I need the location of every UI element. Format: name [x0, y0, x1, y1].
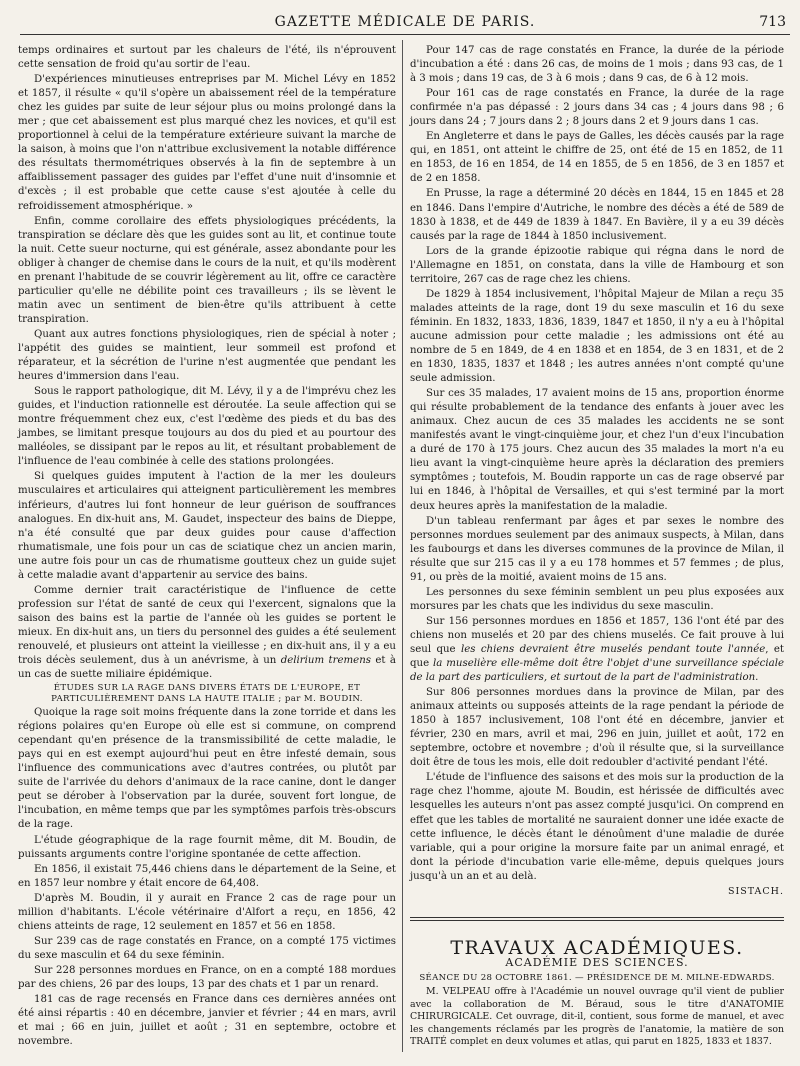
page-number: 713 — [759, 14, 786, 30]
paragraph: En 1856, il existait 75,446 chiens dans le département de la Seine, et en 1857 leur nombre y était encore de 64,408. — [18, 863, 396, 889]
left-column — [18, 44, 396, 1050]
paragraph: Sur 228 personnes mordues en France, on en a compté 188 mordues par des chiens, 26 par des loups, 13 par des chats et 1 par un renard. — [18, 964, 396, 990]
paragraph: 181 cas de rage recensés en France dans ces dernières années ont été ainsi répartis : 40 en décembre, janvier et février ; 44 en mars, avril et mai ; 66 en juin, juillet et août ; 31 en septembre, octobre et novembre. — [18, 994, 396, 1048]
paragraph: Pour 161 cas de rage constatés en France, la durée de la rage confirmée n'a pas dépassé : 2 jours dans 34 cas ; 4 jours dans 98 ; 6 jours dans 24 ; 7 jours dans 2 ; 8 jours dans 2 et 9 jours dans 1 cas. — [410, 88, 784, 128]
paragraph: L'étude de l'influence des saisons et des mois sur la production de la rage chez l'homme, ajoute M. Boudin, est hérissée de difficultés avec lesquelles les auteurs n'ont pas assez compté jusqu'ici. On comprend en effet que les tables de mortalité ne sauraient donner une idée exacte de cette influence, le décès étant le dénoûment d'une maladie de durée variable, qui a pour origine la morsure faite par un animal enragé, et dont la période d'incubation varie elle-même, depuis quelques jours jusqu'à un an et au delà. — [410, 772, 784, 882]
paragraph: Sur 239 cas de rage constatés en France, on a compté 175 victimes du sexe masculin et 64 du sexe féminin. — [18, 935, 396, 961]
paragraph: Sur ces 35 malades, 17 avaient moins de 15 ans, proportion énorme qui résulte probablement de la tendance des enfants à jouer avec les animaux. Chez aucun de ces 35 malades les accidents ne se sont manifestés avant le vingt-cinquième jour, et chez l'un d'eux l'incubation a duré de 170 à 175 jours. Chez aucun des 35 malades la mort n'a eu lieu avant la vingt-cinquième heure après la déclaration des premiers symptômes ; toutefois, M. Boudin rapporte un cas de rage observé par lui en 1846, à l'hôpital de Versailles, et qui s'est terminé par la mort deux heures après la manifestation de la maladie. — [410, 388, 784, 512]
paragraph: D'après M. Boudin, il y aurait en France 2 cas de rage pour un million d'habitants. L'école vétérinaire d'Alfort a reçu, en 1856, 42 chiens atteints de rage, 12 seulement en 1857 et 56 en 1858. — [18, 892, 396, 932]
text-run: . Cet ouvrage, dit-il, contient, sous forme de manuel, et avec les changements réclamés par les progrès de l'anatomie, la matière de son TRAITÉ complet en deux volumes et atlas, qui parut en 1825, 1833 et 1837. — [410, 1011, 784, 1048]
paragraph: En Prusse, la rage a déterminé 20 décès en 1844, 15 en 1845 et 28 en 1846. Dans l'empire d'Autriche, le nombre des décès a été de 589 de 1830 à 1838, et de 449 de 1839 à 1847. En Bavière, il y a eu 39 décès causés par la rage de 1844 à 1850 inclusivement. — [410, 188, 784, 242]
italic-text: les chiens devraient être muselés pendant toute l'année — [460, 643, 766, 655]
paragraph: Quant aux autres fonctions physiologiques, rien de spécial à noter ; l'appétit des guides se maintient, leur sommeil est profond et réparateur, et la sécrétion de l'urine n'est augmentée que pendant les heures d'immersion dans l'eau. — [18, 328, 396, 383]
paragraph: Enfin, comme corollaire des effets physiologiques précédents, la transpiration se déclare dès que les guides sont au lit, et continue toute la nuit. Cette sueur nocturne, qui est générale, assez abondante pour les obliger à changer de chemise dans le cours de la nuit, et qu'ils modèrent en prenant l'habitude de se couvrir légèrement au lit, offre ce caractère particulier qu'elle ne débilite point ces travailleurs ; ils se lèvent le matin avec un sentiment de bien-être qu'ils attribuent à cette transpiration. — [18, 215, 396, 325]
paragraph: De 1829 à 1854 inclusivement, l'hôpital Majeur de Milan a reçu 35 malades atteints de la rage, dont 19 du sexe masculin et 16 du sexe féminin. En 1832, 1833, 1836, 1839, 1847 et 1850, il n'y a eu à l'hôpital aucune admission pour cette maladie ; les admissions ont été au nombre de 5 en 1849, de 4 en 1838 et en 1854, de 3 en 1831, et de 2 en 1830, 1835, 1837 et 1848 ; les autres années n'ont compté qu'une seule admission. — [410, 288, 784, 385]
paragraph — [410, 615, 784, 685]
session-line: SÉANCE DU 28 OCTOBRE 1861. — PRÉSIDENCE DE M. MILNE-EDWARDS. — [419, 972, 775, 983]
text-run: Sur 156 personnes mordues en 1856 et 1857, 136 l'ont été par des chiens non muselés et 20 par des chiens muselés. Ce fait prouve à lui seul que — [410, 615, 784, 655]
italic-term: delirium tremens — [280, 655, 371, 667]
section-rule — [410, 917, 784, 921]
paragraph — [410, 986, 784, 1049]
paragraph: Sous le rapport pathologique, dit M. Lévy, il y a de l'imprévu chez les guides, et l'induction rationnelle est déroutée. La seule affection qui se montre fréquemment chez eux, c'est l'œdème des pieds et du bas des jambes, se limitant presque toujours au dos du pied et au pourtour des malléoles, se dissipant par le repos au lit, et résultant probablement de l'influence de l'eau combinée à celle des stations prolongées. — [18, 386, 396, 468]
paragraph: En Angleterre et dans le pays de Galles, les décès causés par la rage qui, en 1851, ont atteint le chiffre de 25, ont été de 15 en 1852, de 11 en 1853, de 16 en 1854, de 14 en 1855, de 5 en 1856, de 3 en 1857 et de 2 en 1858. — [410, 131, 784, 185]
paragraph: D'un tableau renfermant par âges et par sexes le nombre des personnes mordues seulement par des animaux suspects, à Milan, dans les faubourgs et dans les diverses communes de la province de Milan, il résulte que sur 215 cas il y a eu 178 hommes et 57 femmes ; de plus, 91, ou près de la moitié, avaient moins de 15 ans. — [410, 515, 784, 583]
text-run: et à un cas de suette miliaire épidémique. — [18, 655, 396, 681]
journal-title: GAZETTE MÉDICALE DE PARIS. — [274, 14, 536, 30]
text-run: M. VELPEAU offre à l'Académie un nouvel ouvrage qu'il vient de publier avec la collaboration de M. Béraud, sous le titre d' — [410, 985, 784, 1010]
paragraph: L'étude géographique de la rage fournit même, dit M. Boudin, de puissants arguments contre l'origine spontanée de cette affection. — [18, 834, 396, 860]
paragraph: Si quelques guides imputent à l'action de la mer les douleurs musculaires et articulaires qui atteignent particulièrement les membres inférieurs, d'autres lui font honneur de leur guérison de souffrances analogues. En dix-huit ans, M. Gaudet, inspecteur des bains de Dieppe, n'a été consulté que par deux guides pour cause d'affection rhumatismale, une fois pour un cas de sciatique chez un ancien marin, une autre fois pour un cas de rhumatisme goutteux chez un guide sujet à cette maladie avant d'appartenir au service des bains. — [18, 471, 396, 581]
book-title: ANATOMIE CHIRURGICALE — [410, 998, 784, 1023]
page-header — [20, 14, 790, 35]
author-signature: SISTACH. — [727, 885, 784, 897]
paragraph: temps ordinaires et surtout par les chaleurs de l'été, ils n'éprouvent cette sensation de froid qu'au sortir de l'eau. — [18, 45, 396, 71]
paragraph: Lors de la grande épizootie rabique qui régna dans le nord de l'Allemagne en 1851, on constata, dans la ville de Hambourg et son territoire, 267 cas de rage chez les chiens. — [410, 245, 784, 285]
paragraph: Quoique la rage soit moins fréquente dans la zone torride et dans les régions polaires qu'en Europe où elle est si commune, on comprend cependant qu'en présence de la transmissibilité de cette maladie, le pays qui en est exempt aujourd'hui peut en être infesté demain, sous l'influence des communications avec d'autres contrées, ou plutôt par suite de l'arrivée du dehors d'animaux de la race canine, dont le danger peut se dérober à l'observation par la durée, souvent fort longue, de l'incubation, en même temps que par les symptômes parfois très-obscurs de la rage. — [18, 707, 396, 831]
right-column — [410, 44, 784, 1050]
italic-text: la muselière elle-même doit être l'objet d'une surveillance spéciale de la part des particuliers, et surtout de la part de l'administration. — [410, 658, 784, 684]
column-divider — [402, 40, 403, 1052]
paragraph: Sur 806 personnes mordues dans la province de Milan, par des animaux atteints ou supposés atteints de la rage pendant la période de 1850 à 1857 inclusivement, 108 l'ont été en décembre, janvier et février, 230 en mars, avril et mai, 296 en juin, juillet et août, 172 en septembre, octobre et novembre ; d'où il résulte que, si la surveillance doit être de tous les mois, elle doit redoubler d'activité pendant l'été. — [410, 687, 784, 769]
section-heading: TRAVAUX ACADÉMIQUES. — [450, 936, 744, 959]
paragraph — [18, 584, 396, 682]
subsection-heading: ACADÉMIE DES SCIENCES. — [505, 955, 689, 969]
session-report — [410, 986, 784, 1049]
text-run: Comme dernier trait caractéristique de l'influence de cette profession sur l'état de santé de ceux qui l'exercent, signalons que la saison des bains est la partie de l'année où les guides se portent le mieux. En dix-huit ans, un tiers du personnel des guides a été seulement renouvelé, et plusieurs ont atteint la vieillesse ; en dix-huit ans, il y a eu trois décès seulement, dus à un anévrisme, à un — [18, 584, 396, 667]
paragraph: Pour 147 cas de rage constatés en France, la durée de la période d'incubation a été : dans 26 cas, de moins de 1 mois ; dans 93 cas, de 1 à 3 mois ; dans 19 cas, de 3 à 6 mois ; dans 9 cas, de 6 à 12 mois. — [410, 45, 784, 85]
article-title: ÉTUDES SUR LA RAGE DANS DIVERS ÉTATS DE L'EUROPE, ET PARTICULIÈREMENT DANS LA HAUTE ITALIE ; par M. BOUDIN. — [51, 683, 363, 705]
text-run: , et que — [410, 643, 784, 670]
paragraph: D'expériences minutieuses entreprises par M. Michel Lévy en 1852 et 1857, il résulte « qu'il s'opère un abaissement réel de la température chez les guides par suite de leur séjour plus ou moins prolongé dans la mer ; que cet abaissement est plus marqué chez les novices, et qu'il est proportionnel à celui de la température extérieure suivant la marche de la saison, à moins que l'on n'attribue exclusivement la notable différence des résultats thermométriques observés à la fin de septembre à un affaiblissement passager des guides par l'effet d'une nuit d'insomnie et d'excès ; il est probable que cette cause s'est ajoutée à celle du refroidissement atmosphérique. » — [18, 74, 396, 212]
paragraph: Les personnes du sexe féminin semblent un peu plus exposées aux morsures par les chats que les individus du sexe masculin. — [410, 586, 784, 612]
